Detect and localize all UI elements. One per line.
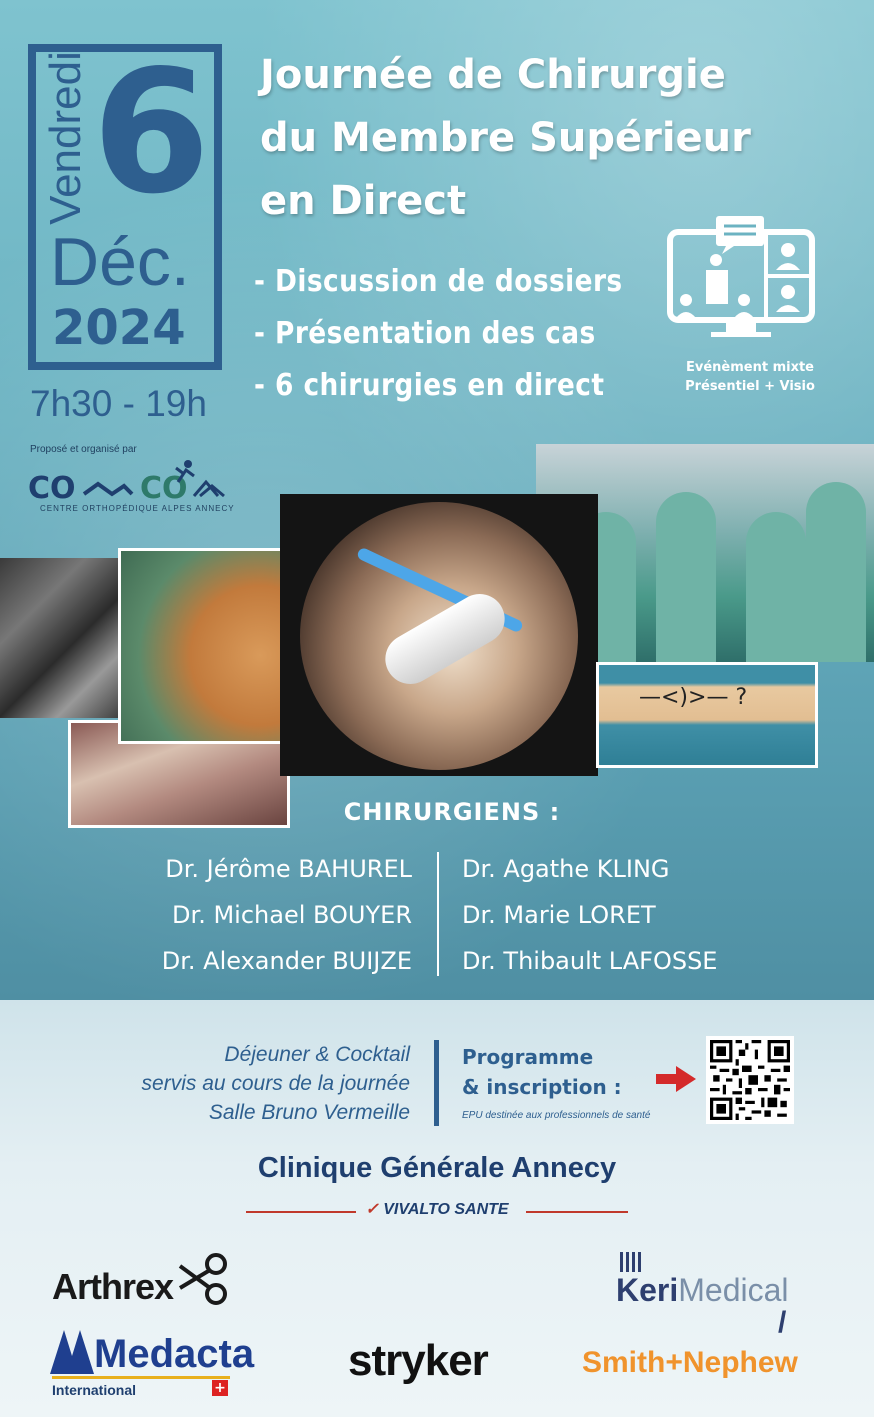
sponsor-separator: / bbox=[778, 1306, 787, 1339]
clinic-name: Clinique Générale Annecy bbox=[257, 1152, 617, 1184]
date-weekday: Vendredi bbox=[41, 51, 91, 225]
surgeons-title: CHIRURGIENS : bbox=[343, 798, 561, 826]
program-bullets bbox=[254, 256, 654, 412]
lunch-info bbox=[60, 1040, 410, 1127]
smith-nephew-logo: Smith+Nephew bbox=[582, 1346, 798, 1379]
coaa-logo bbox=[28, 460, 228, 510]
title-line-2: du Membre Supérieur bbox=[260, 115, 751, 161]
surgeon-figure bbox=[656, 492, 716, 662]
surgeon-name: Dr. Jérôme BAHUREL bbox=[165, 855, 412, 883]
qr-code-pattern bbox=[710, 1040, 790, 1120]
date-day: 6 bbox=[92, 34, 211, 232]
date-year: 2024 bbox=[52, 300, 186, 356]
bullet-item: - Discussion de dossiers bbox=[254, 264, 623, 299]
organizer-subtitle: CENTRE ORTHOPÉDIQUE ALPES ANNECY bbox=[40, 504, 235, 513]
organizer-label: Proposé et organisé par bbox=[30, 444, 137, 455]
xray-photo bbox=[0, 558, 128, 718]
event-caption-line-1: Evénèment mixte bbox=[685, 360, 815, 375]
arthroscopy-photo bbox=[280, 494, 598, 776]
clinic-group bbox=[0, 1199, 874, 1219]
clinic-group-name: VIVALTO SANTE bbox=[383, 1201, 509, 1218]
forearm-marking-photo bbox=[596, 662, 818, 768]
surgeons-list-right bbox=[462, 846, 862, 984]
registration-line-1: Programme bbox=[462, 1045, 594, 1069]
surgeon-name: Dr. Marie LORET bbox=[462, 901, 656, 929]
svg-text:CO: CO bbox=[28, 471, 76, 506]
qr-code-icon[interactable] bbox=[706, 1036, 794, 1124]
kerimedical-logo-part-a: Keri bbox=[616, 1272, 679, 1308]
event-caption-line-2: Présentiel + Visio bbox=[685, 379, 815, 394]
registration-line-2: & inscription : bbox=[462, 1075, 622, 1099]
swiss-flag-icon: + bbox=[212, 1380, 228, 1396]
title-line-1: Journée de Chirurgie bbox=[260, 52, 726, 98]
cme-note: EPU destinée aux professionnels de santé bbox=[462, 1110, 651, 1121]
vivalto-mark-icon: ✓ bbox=[365, 1201, 379, 1218]
scissors-icon bbox=[178, 1252, 230, 1306]
title-line-3: en Direct bbox=[260, 178, 467, 224]
svg-text:CO: CO bbox=[140, 471, 188, 506]
surgeon-name: Dr. Agathe KLING bbox=[462, 855, 670, 883]
date-month: Déc. bbox=[50, 224, 190, 300]
arrow-right-icon bbox=[656, 1066, 696, 1092]
kerimedical-logo-part-b: Medical bbox=[678, 1272, 789, 1308]
surgeon-figure bbox=[806, 482, 866, 662]
bullet-item: - 6 chirurgies en direct bbox=[254, 368, 605, 403]
info-divider bbox=[434, 1040, 439, 1126]
bullet-item: - Présentation des cas bbox=[254, 316, 596, 351]
stryker-logo: stryker bbox=[348, 1336, 488, 1385]
lunch-line-3: Salle Bruno Vermeille bbox=[208, 1101, 410, 1124]
medacta-mark-icon bbox=[50, 1330, 94, 1374]
lunch-line-2: servis au cours de la journée bbox=[141, 1072, 410, 1095]
medacta-logo: Medacta bbox=[94, 1332, 255, 1376]
lunch-line-1: Déjeuner & Cocktail bbox=[224, 1043, 410, 1066]
medacta-underline bbox=[52, 1376, 230, 1379]
arthrex-logo: Arthrex bbox=[52, 1266, 174, 1307]
event-title bbox=[260, 44, 860, 233]
surgeons-list-left bbox=[100, 846, 412, 984]
medacta-subtitle: International bbox=[52, 1382, 137, 1398]
event-mode-caption bbox=[650, 358, 850, 396]
videoconference-icon bbox=[666, 214, 816, 344]
kerimedical-logo bbox=[616, 1272, 789, 1309]
registration-title bbox=[462, 1042, 662, 1102]
surgeon-figure bbox=[746, 512, 806, 662]
surgeon-name: Dr. Michael BOUYER bbox=[172, 901, 412, 929]
event-hours: 7h30 - 19h bbox=[30, 383, 207, 424]
surgeon-name: Dr. Alexander BUIJZE bbox=[161, 947, 412, 975]
surgeon-name: Dr. Thibault LAFOSSE bbox=[462, 947, 718, 975]
surgeons-divider bbox=[437, 852, 439, 976]
skin-marking: —<)>— ? bbox=[639, 685, 748, 710]
kerimedical-bars-icon bbox=[620, 1252, 644, 1272]
